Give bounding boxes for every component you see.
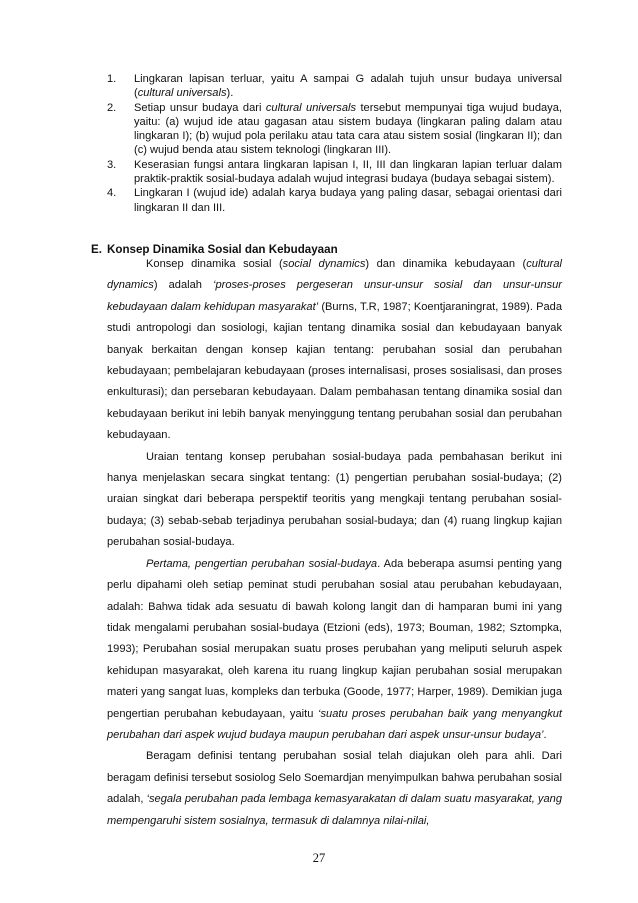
section-letter: E. — [91, 243, 102, 256]
italic-text: social dynamics — [282, 258, 366, 270]
paragraph — [107, 447, 562, 554]
text-run: ). — [226, 87, 234, 100]
paragraph — [107, 254, 562, 447]
section-title: Konsep Dinamika Sosial dan Kebudayaan — [107, 243, 338, 256]
page-number: 27 — [312, 851, 326, 865]
numbered-list — [107, 72, 562, 215]
list-number: 3. — [107, 158, 117, 171]
text-run: Setiap unsur budaya dari — [134, 101, 266, 114]
text-run: Lingkaran lapisan terluar, yaitu A sampai G adalah tujuh unsur budaya universal ( — [134, 73, 562, 100]
text-run: Konsep dinamika sosial ( — [146, 258, 283, 270]
body-text — [107, 254, 562, 832]
text-run: tersebut mempunyai tiga wujud budaya, yaitu: (a) wujud ide atau gagasan atau sistem budaya (lingkaran paling dalam atau lingkaran I); (b) wujud pola perilaku atau tata cara atau sistem sosial (lingkaran II); dan (c) wujud benda atau sistem teknologi (lingkaran III). — [134, 101, 562, 157]
paragraph — [107, 746, 562, 832]
list-item — [107, 158, 562, 187]
text-run: Uraian tentang konsep perubahan sosial-budaya pada pembahasan berikut ini hanya menjelaskan secara singkat tentang: (1) pengertian perubahan sosial-budaya; (2) uraian singkat dari beberapa perspektif teoritis yang mengkaji tentang perubahan sosial-budaya; (3) sebab-sebab terjadinya perubahan sosial-budaya; dan (4) ruang lingkup kajian perubahan sosial-budaya. — [107, 450, 562, 549]
italic-text: ‘segala perubahan pada lembaga kemasyarakatan di dalam suatu masyarakat, yang mempengaruhi sistem sosialnya, termasuk di dalamnya nilai-nilai, — [107, 793, 562, 827]
list-item — [107, 186, 562, 215]
list-number: 4. — [107, 187, 117, 200]
text-run: Lingkaran I (wujud ide) adalah karya budaya yang paling dasar, sebagai orientasi dari lingkaran II dan III. — [134, 187, 562, 214]
text-run: ) adalah — [153, 279, 213, 292]
list-number: 2. — [107, 101, 117, 114]
list-item — [107, 101, 562, 158]
italic-text: ‘suatu proses perubahan baik yang menyangkut perubahan dari aspek wujud budaya maupun perubahan dari aspek unsur-unsur budaya’ — [107, 707, 563, 741]
list-number: 1. — [107, 73, 117, 85]
italic-text: cultural dynamics — [107, 258, 563, 292]
text-run: Beragam definisi tentang perubahan sosial telah diajukan oleh para ahli. Dari beragam definisi tersebut sosiolog Selo Soemardjan menyimpulkan bahwa perubahan sosial adalah, — [107, 750, 562, 806]
italic-text: Pertama, pengertian perubahan sosial-budaya — [146, 557, 378, 570]
italic-text: ‘proses-proses pergeseran unsur-unsur sosial dan unsur-unsur kebudayaan dalam kehidupan masyarakat’ — [107, 279, 562, 313]
text-run: . Ada beberapa asumsi penting yang perlu dipahami oleh setiap peminat studi perubahan sosial atau perubahan kebudayaan, adalah: Bahwa tidak ada sesuatu di bawah kolong langit dan di hamparan bumi ini yang tidak mengalami perubahan sosial-budaya (Etzioni (eds), 1973; Bouman, 1982; Sztompka, 1993); Perubahan sosial merupakan suatu proses perubahan yang meliputi seluruh aspek kehidupan masyarakat, oleh karena itu ruang lingkup kajian perubahan sosial merupakan materi yang sangat luas, kompleks dan terbuka (Goode, 1977; Harper, 1989). Demikian juga pengertian perubahan kebudayaan, yaitu — [107, 557, 562, 720]
italic-text: cultural universals — [265, 101, 357, 114]
text-run: . — [543, 728, 547, 741]
text-run: (Burns, T.R, 1987; Koentjaraningrat, 1989). Pada studi antropologi dan sosiologi, kajian tentang dinamika sosial dan kebudayaan banyak banyak berkaitan dengan konsep kajian tentang: perubahan sosial dan perubahan kebudayaan; pembelajaran kebudayaan (proses internalisasi, proses sosialisasi, dan proses enkulturasi); dan persebaran kebudayaan. Dalam pembahasan tentang dinamika sosial dan kebudayaan berikut ini lebih banyak menyinggung tentang perubahan sosial dan perubahan kebudayaan. — [107, 300, 563, 442]
italic-text: cultural universals — [137, 87, 227, 100]
list-item — [107, 72, 562, 101]
paragraph — [107, 554, 562, 747]
text-run: ) dan dinamika kebudayaan ( — [365, 258, 527, 270]
text-run: Keserasian fungsi antara lingkaran lapisan I, II, III dan lingkaran lapian terluar dalam praktik-praktik sosial-budaya adalah wujud integrasi budaya (budaya sebagai sistem). — [134, 158, 562, 186]
